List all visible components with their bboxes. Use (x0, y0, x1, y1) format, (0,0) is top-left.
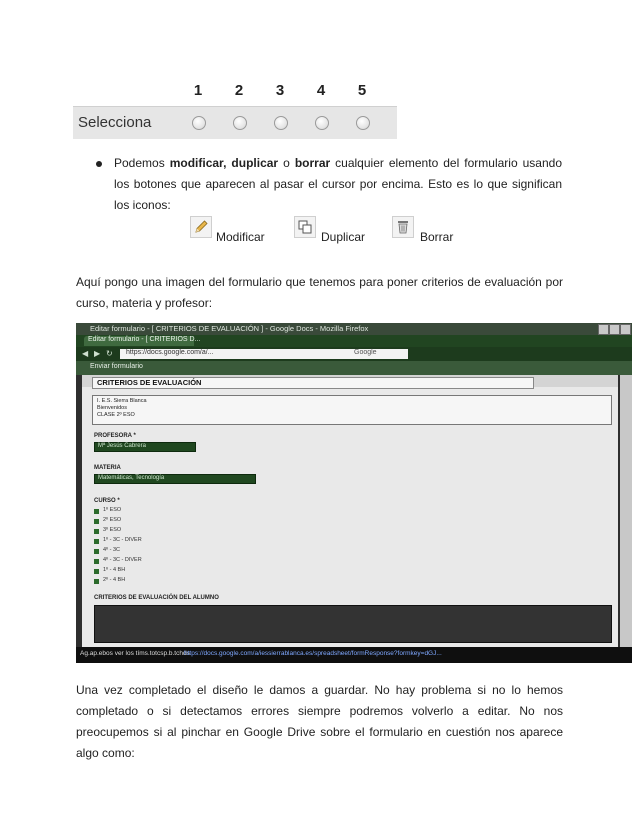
scale-row (73, 106, 397, 139)
duplicate-icon (294, 216, 316, 238)
scale-number: 3 (275, 82, 285, 99)
desc-line: I. E.S. Sierra Blanca (97, 398, 147, 404)
profesora-value: Mª Jesús Cabrera (98, 443, 146, 449)
curso-label: 1º - 3C - DIVER (103, 537, 142, 543)
url-bar[interactable] (120, 349, 352, 359)
form-description-field[interactable] (92, 395, 612, 425)
duplicar-label: Duplicar (321, 230, 366, 244)
curso-label: 3º ESO (103, 527, 122, 533)
bold-modificar: modificar, (169, 156, 227, 170)
browser-tab[interactable] (84, 336, 201, 346)
rating-scale (73, 76, 397, 136)
borrar-label: Borrar (420, 230, 454, 244)
question-materia: MATERIA (94, 465, 121, 471)
materia-value: Matemáticas, Tecnología (98, 475, 165, 481)
search-box[interactable] (338, 349, 408, 359)
bold-borrar: borrar (294, 156, 331, 170)
curso-checkbox[interactable] (94, 539, 99, 544)
bullet-item (96, 153, 562, 216)
bullet-text (114, 153, 562, 216)
tab-label: Editar formulario - [ CRITERIOS D... (88, 336, 201, 343)
question-curso: CURSO * (94, 498, 120, 504)
bullet-dot (96, 161, 102, 167)
status-link: https://docs.google.com/a/iessierrablanca.es/spreadsheet/formResponse?formkey=dGJ... (184, 650, 442, 657)
minimize-button[interactable] (598, 324, 609, 335)
bullet-text-mid: o (278, 156, 295, 170)
scale-number: 4 (316, 82, 326, 99)
window-titlebar (76, 323, 632, 335)
scale-row-label: Selecciona (78, 114, 152, 131)
curso-checkbox[interactable] (94, 509, 99, 514)
curso-label: 2º - 4 BH (103, 577, 126, 583)
criterios-textarea[interactable] (94, 605, 612, 643)
bullet-text-rest: cualquier elemento del formulario usando los botones que aparecen al pasar el cursor por encima. Esto es lo que significan los iconos: (114, 156, 563, 212)
reload-icon[interactable]: ↻ (106, 349, 113, 358)
scrollbar[interactable] (620, 375, 632, 647)
window-title: Editar formulario - [ CRITERIOS DE EVALUACIÓN ] - Google Docs - Mozilla Firefox (90, 324, 369, 333)
scale-number: 5 (357, 82, 367, 99)
modificar-label: Modificar (216, 230, 265, 244)
curso-checkbox[interactable] (94, 569, 99, 574)
trash-icon (392, 216, 414, 238)
intro-paragraph: Aquí pongo una imagen del formulario que tenemos para poner criterios de evaluación por curso, materia y profesor: (76, 275, 563, 310)
desc-line: Bienvenidos (97, 405, 127, 411)
question-profesora: PROFESORA * (94, 433, 136, 439)
curso-checkbox[interactable] (94, 549, 99, 554)
closing-paragraph: Una vez completado el diseño le damos a guardar. No hay problema si no lo hemos completado o si detectamos errores siempre podremos volverlo a editar. No nos preocupemos si al pinchar en Google Drive sobre el formulario en cuestión nos aparece algo como: (76, 683, 563, 760)
bold-duplicar: duplicar (231, 156, 279, 170)
nav-bar (76, 347, 632, 361)
question-criterios: CRITERIOS DE EVALUACIÓN DEL ALUMNO (94, 595, 219, 601)
materia-select[interactable] (94, 474, 256, 484)
curso-label: 1º - 4 BH (103, 567, 126, 573)
status-text: Ag.ap.ebos ver los tíms.totcsp.b.tchds (80, 650, 190, 657)
curso-label: 2º ESO (103, 517, 122, 523)
bookmarks-bar (76, 361, 632, 375)
url-text: https://docs.google.com/a/... (126, 349, 214, 356)
back-icon[interactable]: ◀ (82, 349, 89, 358)
bookmark-item[interactable]: Enviar formulario (90, 363, 143, 370)
radio-option-2[interactable] (233, 116, 247, 130)
curso-label: 1º ESO (103, 507, 122, 513)
maximize-button[interactable] (609, 324, 620, 335)
form-header (82, 375, 618, 387)
scale-number: 1 (193, 82, 203, 99)
bullet-text-prefix: Podemos (114, 156, 170, 170)
tab-bar (76, 335, 632, 347)
profesora-select[interactable] (94, 442, 196, 452)
scale-numbers (73, 82, 397, 102)
form-page (82, 375, 618, 647)
desc-line: CLASE 2º ESO (97, 412, 135, 418)
form-screenshot (76, 323, 632, 663)
pencil-icon (190, 216, 212, 238)
curso-label: 4º - 3C - DIVER (103, 557, 142, 563)
radio-option-3[interactable] (274, 116, 288, 130)
form-description (97, 398, 147, 419)
search-placeholder: Google (354, 349, 377, 356)
curso-checkbox[interactable] (94, 519, 99, 524)
curso-checkbox[interactable] (94, 559, 99, 564)
forward-icon[interactable]: ▶ (94, 349, 101, 358)
form-title-field[interactable] (92, 377, 534, 389)
status-bar (76, 647, 632, 663)
form-title: CRITERIOS DE EVALUACIÓN (97, 378, 202, 387)
close-button[interactable] (620, 324, 631, 335)
curso-checkbox[interactable] (94, 529, 99, 534)
curso-checkbox[interactable] (94, 579, 99, 584)
radio-option-5[interactable] (356, 116, 370, 130)
radio-option-4[interactable] (315, 116, 329, 130)
radio-option-1[interactable] (192, 116, 206, 130)
scale-number: 2 (234, 82, 244, 99)
curso-label: 4º - 3C (103, 547, 120, 553)
